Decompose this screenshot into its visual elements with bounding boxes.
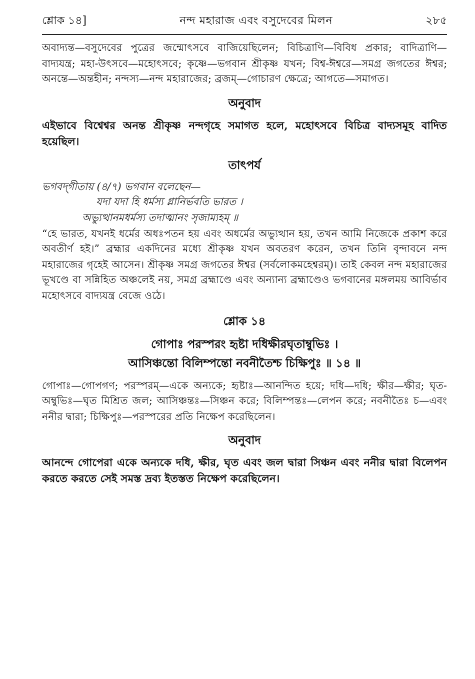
verse-label: শ্লোক ১৪ [223, 313, 266, 328]
translation-heading: অনুবাদ [228, 95, 261, 110]
chapter-title: নন্দ মহারাজ এবং বসুদেবের মিলন [179, 14, 333, 27]
running-head [42, 12, 447, 35]
page-number: ২৮৫ [425, 14, 447, 27]
purport-heading: তাৎপর্য [228, 157, 261, 172]
purport-body: “হে ভারত, যখনই ধর্মের অধঃপতন হয় এবং অধর্মের অভ্যুত্থান হয়, তখন আমি নিজেকে প্রকাশ করে অবতীর্ণ হই।” ব্রহ্মার একদিনের মধ্যে শ্রীকৃষ্ণ যখন অবতরণ করেন, তখন তিনি বৃন্দাবনে নন্দ মহারাজের গৃহেই আসেন। শ্রীকৃষ্ণ সমগ্র জগতের ঈশ্বর (সর্বলোকমহেশ্বরম্)। তাই কেবল নন্দ মহারাজের ভূখণ্ডে বা সন্নিহিত অঞ্চলেই নয়, সমগ্র ব্রহ্মাণ্ডে এবং অন্যান্য ব্রহ্মাণ্ডেও ভগবানের মঙ্গলময় আবির্ভাব মহোৎসবে বাদ্যযন্ত্র বেজে ওঠে। [42, 228, 447, 302]
translation-verse-14: আনন্দে গোপেরা একে অন্যকে দধি, ক্ষীর, ঘৃত এবং জল দ্বারা সিঞ্চন এবং ননীর দ্বারা বিলেপন করতে করতে সেই সমস্ত দ্রব্য ইতস্তত নিক্ষেপ করেছিলেন। [42, 457, 447, 486]
verse-reference: শ্লোক ১৪] [42, 14, 87, 27]
gita-sloka-line-1: যদা যদা হি ধর্মস্য গ্লানির্ভবতি ভারত । [96, 197, 243, 209]
word-meanings-prev-verse: অবাদ্যন্ত—বসুদেবের পুত্রের জন্মোৎসবে বাজিয়েছিলেন; বিচিত্রাণি—বিবিধ প্রকার; বাদিত্রাণি—বাদ্যযন্ত্র; মহা-উৎসবে—মহোৎসবে; কৃষ্ণে—ভগবান শ্রীকৃষ্ণ যখন; বিশ্ব-ঈশ্বরে—সমগ্র জগতের ঈশ্বর; অনন্তে—অন্তহীন; নন্দস্য—নন্দ মহারাজের; ব্রজম্—গোচারণ ক্ষেত্রে; আগতে—সমাগত। [42, 43, 447, 86]
verse-line-1: গোপাঃ পরস্পরং হৃষ্টা দধিক্ষীরঘৃতাম্বুভিঃ । [150, 336, 339, 351]
gita-sloka-line-2: অভ্যুত্থানমধর্মস্য তদাত্মানং সৃজাম্যহম্ ॥ [82, 212, 238, 224]
book-page [42, 12, 447, 487]
translation-prev-verse: এইভাবে বিশ্বেশ্বর অনন্ত শ্রীকৃষ্ণ নন্দগৃহে সমাগত হলে, মহোৎসবে বিচিত্র বাদ্যসমূহ বাদিত হয়েছিল। [42, 119, 447, 148]
purport-intro: ভগবদ্‌গীতায় (৪/৭) ভগবান বলেছেন— [42, 181, 201, 193]
translation-heading-2: অনুবাদ [228, 433, 261, 448]
verse-line-2: আসিঞ্চন্তো বিলিম্পন্তো নবনীতৈশ্চ চিক্ষিপুঃ ॥ ১৪ ॥ [128, 355, 361, 370]
word-meanings-verse-14: গোপাঃ—গোপগণ; পরস্পরম্—একে অন্যকে; হৃষ্টাঃ—আনন্দিত হয়ে; দধি—দধি; ক্ষীর—ক্ষীর; ঘৃত-অম্বুভিঃ—ঘৃত মিশ্রিত জল; আসিঞ্চন্তঃ—সিঞ্চন করে; বিলিম্পন্তঃ—লেপন করে; নবনীতৈঃ চ—এবং ননীর দ্বারা; চিক্ষিপুঃ—পরস্পরের প্রতি নিক্ষেপ করেছিলেন। [42, 380, 447, 423]
